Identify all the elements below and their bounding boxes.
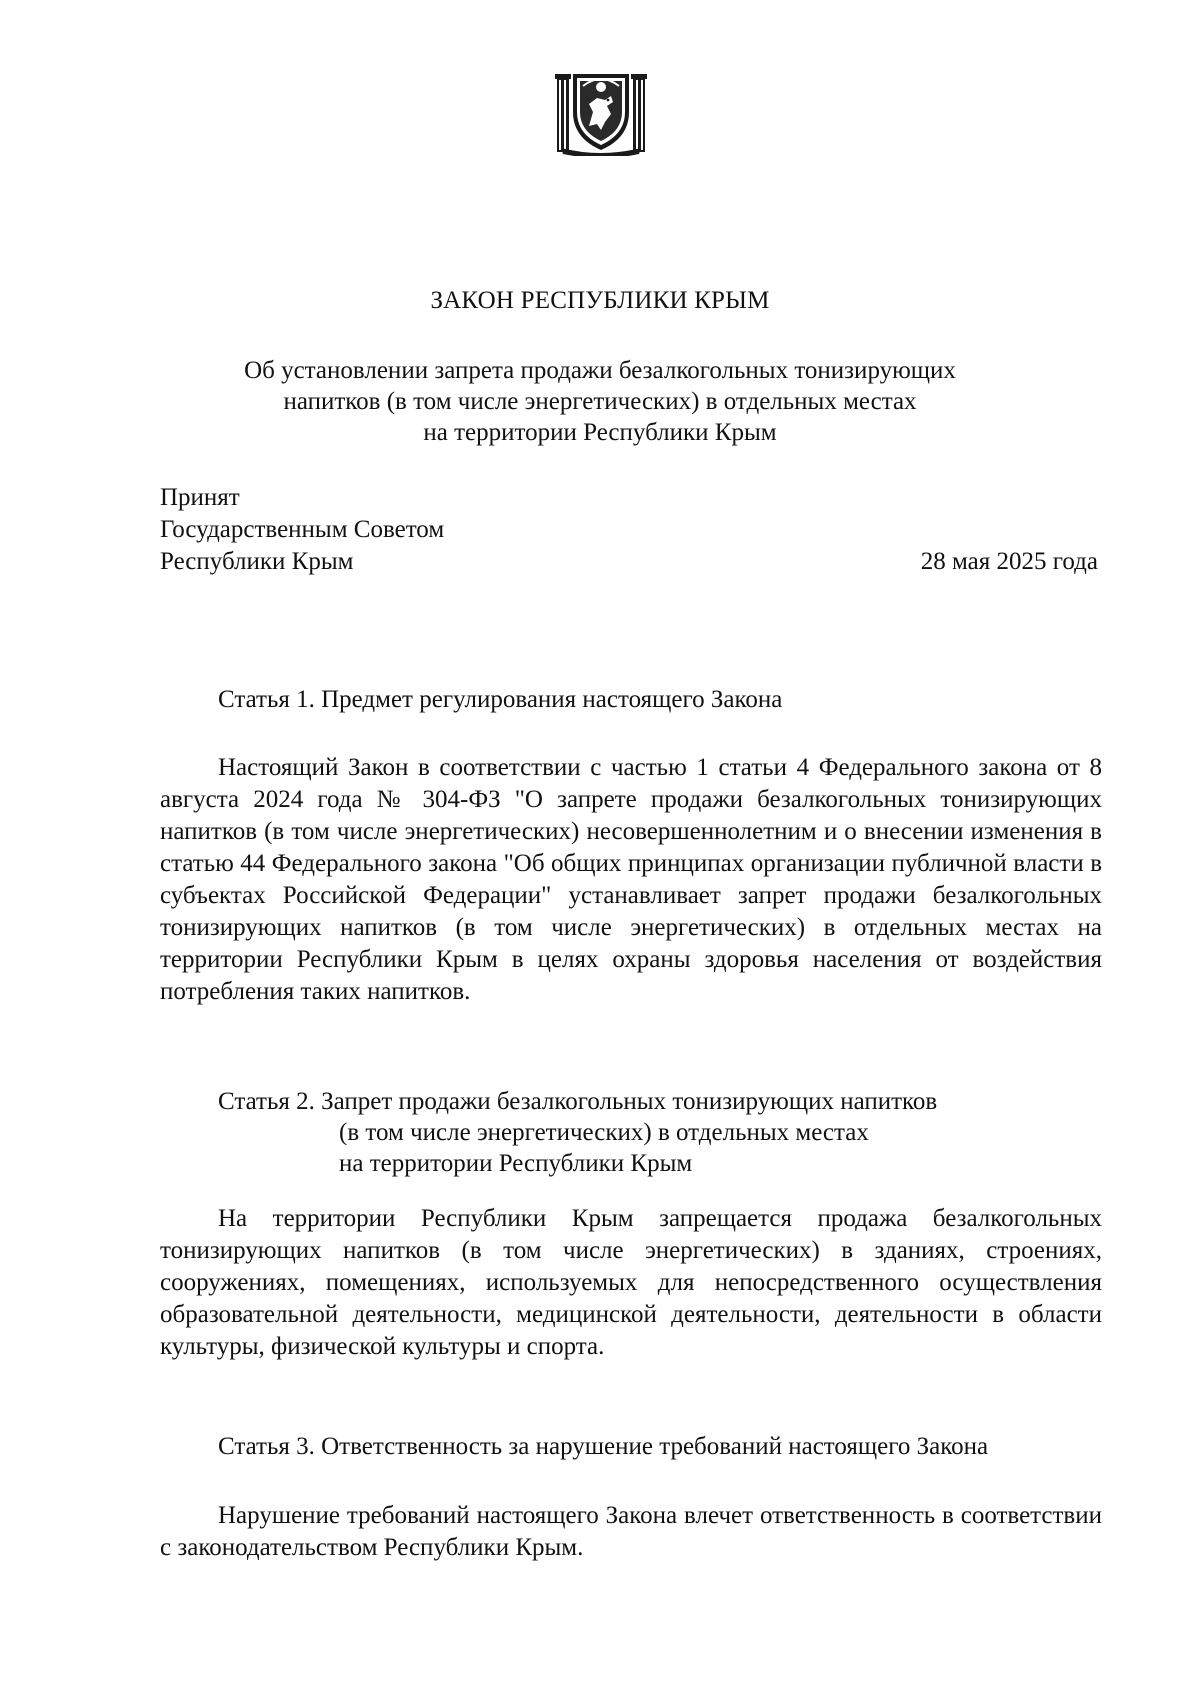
adoption-date: 28 мая 2025 года bbox=[920, 548, 1098, 575]
article-heading-continuation: (в том числе энергетических) в отдельных местах bbox=[339, 1119, 869, 1146]
article-3-heading bbox=[218, 1431, 988, 1462]
article-2-text: На территории Республики Крым запрещается продажа безалкогольных тонизирующих напитков (в том числе энергетических) в зданиях, строениях, сооружениях, помещениях, используемых для непосредственного осуществления образовательной деятельности, медицинской деятельности, деятельности в области культуры, физической культуры и спорта. bbox=[160, 1205, 1102, 1360]
law-title: ЗАКОН РЕСПУБЛИКИ КРЫМ bbox=[430, 287, 770, 314]
adoption-line: Государственным Советом bbox=[160, 516, 445, 543]
adoption-line: Принят bbox=[160, 484, 240, 511]
article-1-heading bbox=[218, 684, 782, 715]
adoption-line: Республики Крым bbox=[160, 548, 354, 575]
law-subtitle bbox=[160, 355, 1040, 448]
article-heading-text: Статья 3. Ответственность за нарушение требований настоящего Закона bbox=[218, 1433, 989, 1460]
article-1-text: Настоящий Закон в соответствии с частью 1 статьи 4 Федерального закона от 8 августа 2024 года № 304-ФЗ "О запрете продажи безалкогольных тонизирующих напитков (в том числе энергетических) несовершеннолетним и о внесении изменения в статью 44 Федерального закона "Об общих принципах организации публичной власти в субъектах Российской Федерации" устанавливает запрет продажи безалкогольных тонизирующих напитков (в том числе энергетических) в отдельных местах на территории Республики Крым в целях охраны здоровья населения от воздействия потребления таких напитков. bbox=[160, 754, 1102, 1005]
law-subtitle-line: на территории Республики Крым bbox=[423, 419, 777, 446]
article-heading-text: Статья 1. Предмет регулирования настоящего Закона bbox=[218, 686, 783, 713]
law-subtitle-line: Об установлении запрета продажи безалкогольных тонизирующих bbox=[244, 357, 956, 384]
adoption-block bbox=[160, 482, 444, 578]
article-2-heading bbox=[218, 1086, 937, 1179]
article-heading-text: Статья 2. Запрет продажи безалкогольных тонизирующих напитков bbox=[218, 1088, 938, 1115]
article-heading-continuation: на территории Республики Крым bbox=[339, 1150, 693, 1177]
coat-of-arms-emblem bbox=[553, 60, 649, 156]
law-subtitle-line: напитков (в том числе энергетических) в отдельных местах bbox=[283, 388, 917, 415]
article-3-text: Нарушение требований настоящего Закона влечет ответственность в соответствии с законодательством Республики Крым. bbox=[160, 1502, 1102, 1561]
